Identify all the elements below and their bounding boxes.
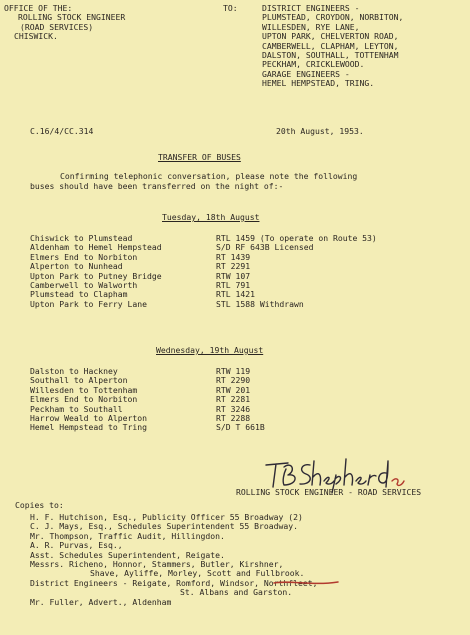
- from-block: [4, 4, 125, 42]
- memo-date: 20th August, 1953.: [276, 126, 364, 136]
- transfer-bus: RT 3246: [216, 403, 251, 414]
- transfer-bus: RTL 1421: [216, 289, 255, 300]
- to-block: [262, 4, 403, 89]
- transfer-route: Alperton to Nunhead: [30, 261, 123, 272]
- transfer-route: Aldenham to Hemel Hempstead: [30, 242, 162, 253]
- transfer-route: Plumstead to Clapham: [30, 289, 128, 300]
- copy-recipient: H. F. Hutchison, Esq., Publicity Officer 55 Broadway (2): [30, 512, 303, 522]
- transfer-route: Dalston to Hackney: [30, 366, 118, 376]
- transfer-route: Hemel Hempstead to Tring: [30, 422, 147, 433]
- copies-list: [30, 513, 466, 607]
- transfer-row: [30, 300, 450, 309]
- from-line: ROLLING STOCK ENGINEER: [18, 12, 126, 23]
- copies-label: Copies to:: [15, 500, 64, 510]
- transfer-bus: RTL 1459 (To operate on Route 53): [216, 233, 377, 243]
- wednesday-transfers: [30, 367, 450, 433]
- transfer-route: Camberwell to Walworth: [30, 279, 138, 290]
- transfer-route: Upton Park to Putney Bridge: [30, 270, 162, 281]
- to-line: DISTRICT ENGINEERS -: [262, 3, 360, 13]
- from-line: OFFICE OF THE:: [4, 3, 73, 13]
- copy-recipient: Mr. Fuller, Advert., Aldenham: [30, 596, 172, 607]
- transfer-route: Upton Park to Ferry Lane: [30, 298, 147, 309]
- transfer-route: Willesden to Tottenham: [30, 384, 138, 395]
- intro-line: buses should have been transferred on the night of:-: [30, 181, 284, 191]
- to-line: UPTON PARK, CHELVERTON ROAD,: [262, 31, 399, 42]
- transfer-bus: RTL 791: [216, 279, 251, 290]
- transfer-bus: STL 1588 Withdrawn: [216, 298, 304, 309]
- copy-recipient: Asst. Schedules Superintendent, Reigate.: [30, 549, 225, 560]
- copy-recipient: St. Albans and Garston.: [180, 587, 293, 598]
- transfer-route: Elmers End to Norbiton: [30, 394, 138, 405]
- to-line: CAMBERWELL, CLAPHAM, LEYTON,: [262, 40, 399, 51]
- copy-recipient: Shave, Ayliffe, Morley, Scott and Fullbrook.: [90, 568, 305, 579]
- to-line: HEMEL HEMPSTEAD, TRING.: [262, 78, 375, 89]
- copy-recipient: District Engineers - Reigate, Romford, Windsor, Northfleet,: [30, 577, 318, 588]
- copy-recipient: C. J. Mays, Esq., Schedules Superintendent 55 Broadway.: [30, 521, 299, 532]
- reference-number: C.16/4/CC.314: [30, 126, 94, 136]
- tuesday-transfers: [30, 234, 450, 309]
- transfer-bus: RTW 201: [216, 384, 251, 395]
- memo-title: TRANSFER OF BUSES: [158, 152, 241, 162]
- to-line: DALSTON, SOUTHALL, TOTTENHAM: [262, 49, 399, 60]
- transfer-bus: RT 2291: [216, 261, 251, 272]
- transfer-bus: RTW 119: [216, 366, 251, 376]
- transfer-bus: RT 2281: [216, 394, 251, 405]
- copy-recipient: Mr. Thompson, Traffic Audit, Hillingdon.: [30, 530, 225, 541]
- transfer-row: [30, 423, 450, 432]
- to-line: GARAGE ENGINEERS -: [262, 68, 350, 79]
- copy-recipient: A. R. Purvas, Esq.,: [30, 540, 123, 551]
- to-line: PLUMSTEAD, CROYDON, NORBITON,: [262, 12, 404, 23]
- transfer-bus: RTW 107: [216, 270, 251, 281]
- section-heading-wednesday: Wednesday, 19th August: [156, 345, 264, 355]
- copy-recipient: Messrs. Richeno, Honnor, Stammers, Butler, Kirshner,: [30, 558, 284, 569]
- to-line: WILLESDEN, RYE LANE,: [262, 21, 360, 32]
- signoff: ROLLING STOCK ENGINEER - ROAD SERVICES: [236, 487, 422, 497]
- section-heading-tuesday: Tuesday, 18th August: [162, 212, 260, 222]
- transfer-route: Chiswick to Plumstead: [30, 233, 133, 243]
- transfer-route: Elmers End to Norbiton: [30, 251, 138, 262]
- intro-line: Confirming telephonic conversation, please note the following: [60, 171, 358, 181]
- transfer-bus: S/D T 661B: [216, 422, 265, 433]
- red-ink-underline: [272, 578, 342, 588]
- to-label: TO:: [223, 3, 238, 13]
- transfer-bus: S/D RF 643B Licensed: [216, 242, 314, 253]
- transfer-route: Southall to Alperton: [30, 375, 128, 386]
- to-line: PECKHAM, CRICKLEWOOD.: [262, 59, 365, 70]
- transfer-bus: RT 2288: [216, 412, 251, 423]
- transfer-bus: RT 2290: [216, 375, 251, 386]
- transfer-route: Harrow Weald to Alperton: [30, 412, 147, 423]
- from-line: (ROAD SERVICES): [20, 21, 94, 32]
- from-line: CHISWICK.: [14, 31, 58, 42]
- transfer-route: Peckham to Southall: [30, 403, 123, 414]
- transfer-bus: RT 1439: [216, 251, 251, 262]
